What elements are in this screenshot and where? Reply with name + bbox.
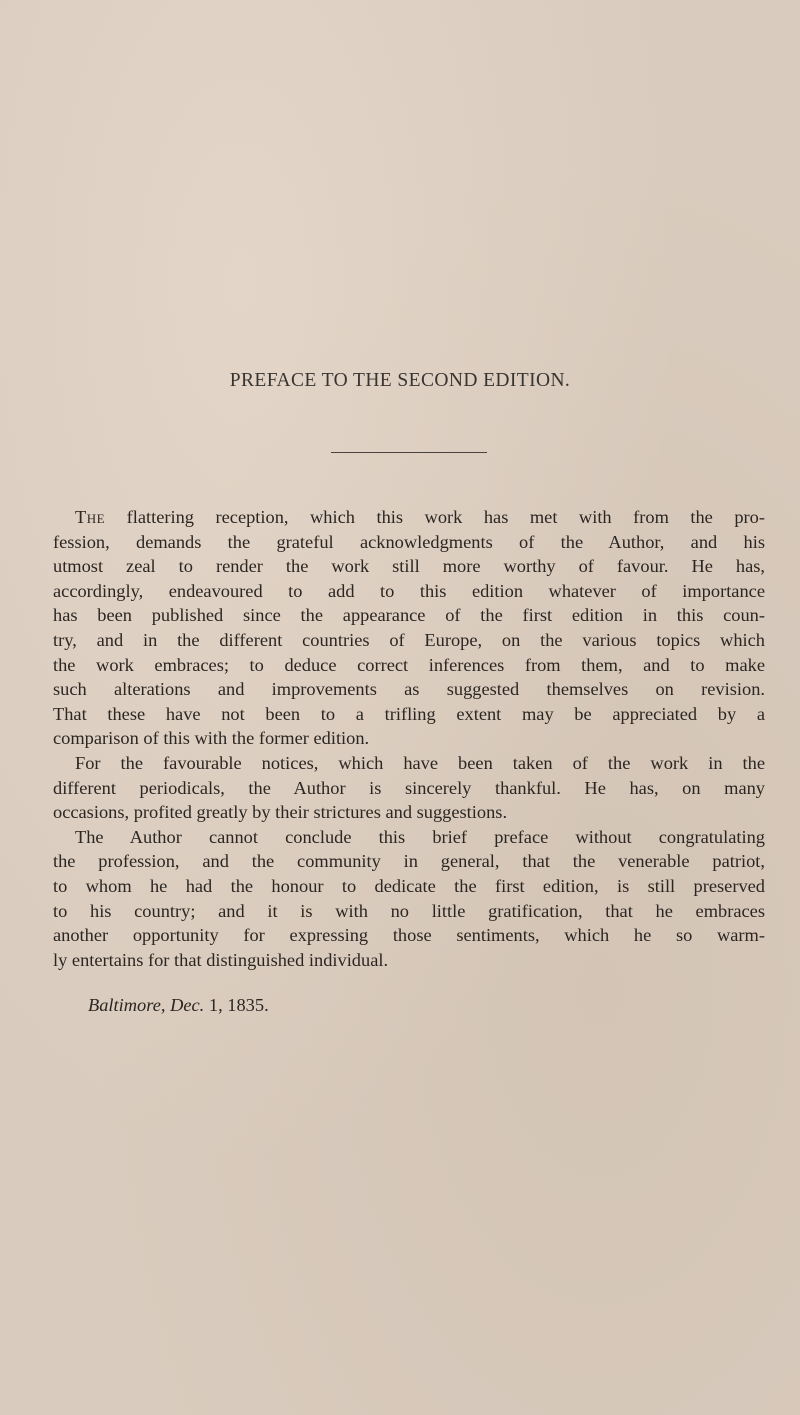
text-line: try, and in the different countries of Europe, on the various topics which — [53, 629, 765, 650]
page-title: PREFACE TO THE SECOND EDITION. — [229, 370, 571, 391]
text-line: the profession, and the community in general, that the venerable patriot, — [53, 851, 765, 872]
lead-word: The — [75, 507, 106, 527]
text-line: comparison of this with the former edition. — [53, 728, 370, 749]
signoff-place: Baltimore, Dec. — [88, 995, 205, 1015]
text-line: different periodicals, the Author is sincerely thankful. He has, on many — [53, 777, 765, 798]
text-line: fession, demands the grateful acknowledgments of the Author, and his — [53, 531, 765, 552]
text-line: has been published since the appearance of the first edition in this coun- — [53, 605, 765, 626]
text-line: utmost zeal to render the work still more worthy of favour. He has, — [53, 556, 765, 577]
paragraph-2 — [53, 751, 765, 825]
place-date-signoff — [88, 995, 269, 1016]
text-line: another opportunity for expressing those sentiments, which he so warm- — [53, 925, 765, 946]
text-line: to his country; and it is with no little gratification, that he embraces — [53, 900, 765, 921]
text-line: accordingly, endeavoured to add to this edition whatever of importance — [53, 580, 765, 601]
text-line: ly entertains for that distinguished individual. — [53, 949, 389, 970]
text-line: That these have not been to a trifling extent may be appreciated by a — [53, 703, 765, 724]
text-line: For the favourable notices, which have been taken of the work in the — [75, 752, 765, 773]
text-line: The Author cannot conclude this brief preface without congratulating — [75, 826, 765, 847]
paragraph-3 — [53, 825, 765, 973]
title-rule-divider — [331, 452, 487, 453]
signoff-date: 1, 1835. — [208, 995, 269, 1015]
paragraph-1 — [53, 505, 765, 751]
text-line: such alterations and improvements as suggested themselves on revision. — [53, 679, 765, 700]
text-line: to whom he had the honour to dedicate the first edition, is still preserved — [53, 875, 765, 896]
text-line: The flattering reception, which this work has met with from the pro- — [75, 507, 765, 527]
preface-body — [53, 505, 765, 972]
text-line: the work embraces; to deduce correct inferences from them, and to make — [53, 654, 765, 675]
text-line: occasions, profited greatly by their strictures and suggestions. — [53, 802, 508, 823]
